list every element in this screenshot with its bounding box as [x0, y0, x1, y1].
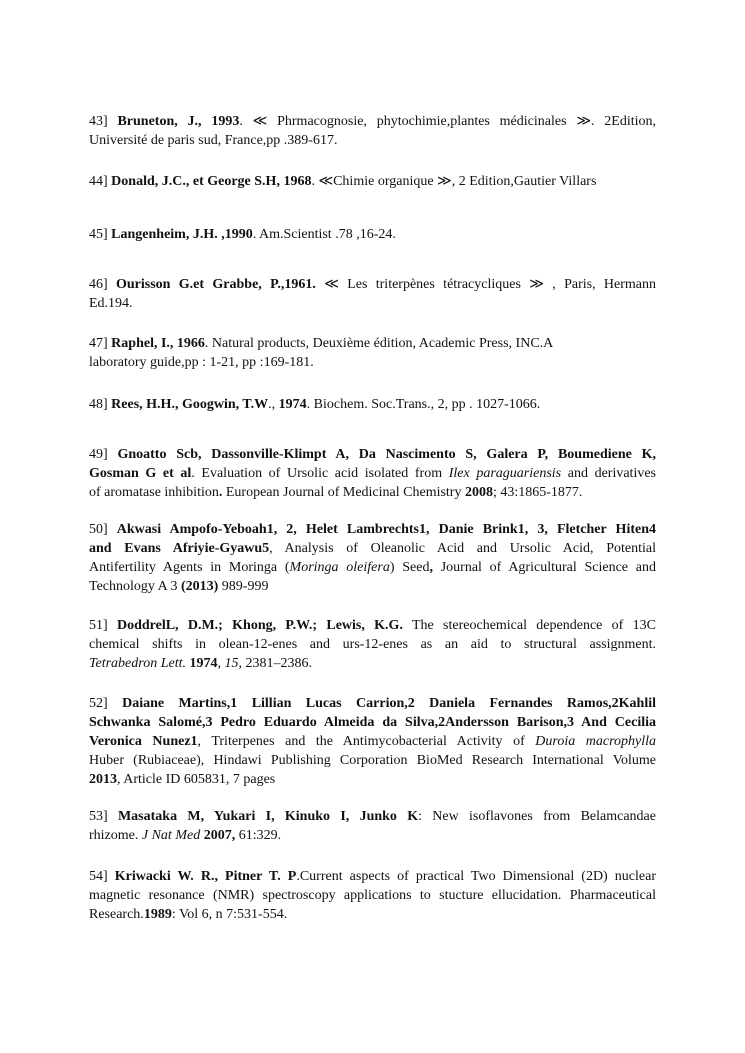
reference-46 — [89, 275, 656, 313]
reference-line — [89, 131, 656, 150]
reference-line — [89, 751, 656, 770]
reference-text: 53] — [89, 809, 118, 824]
reference-text: 43] — [89, 114, 118, 129]
reference-text: : Vol 6, n 7:531-554. — [171, 907, 288, 922]
reference-line — [89, 635, 656, 654]
bold-text: Gosman G et al — [89, 466, 192, 481]
reference-text: and derivatives — [561, 466, 656, 481]
bold-text: , — [429, 560, 433, 575]
reference-text: . Biochem. Soc.Trans., 2, pp . 1027-1066. — [306, 397, 541, 412]
reference-49 — [89, 445, 656, 502]
reference-48 — [89, 395, 656, 414]
italic-text: Ilex paraguariensis — [448, 466, 562, 481]
italic-text: Moringa oleifera — [289, 560, 390, 575]
reference-line — [89, 577, 656, 596]
reference-text: , Article ID 605831, 7 pages — [117, 772, 276, 787]
reference-line — [89, 445, 656, 464]
reference-text: 52] — [89, 696, 123, 711]
reference-line — [89, 732, 656, 751]
bold-text: (2013) — [180, 579, 219, 594]
reference-line — [89, 294, 656, 313]
reference-line — [89, 867, 656, 886]
reference-text: Antifertility Agents in Moringa ( — [89, 560, 290, 575]
reference-text: Ed.194. — [89, 296, 133, 311]
reference-text: . ≪ Phrmacognosie, phytochimie,plantes médicinales ≫. 2Edition, — [239, 114, 656, 129]
bold-text: Schwanka Salomé,3 Pedro Eduardo Almeida da Silva,2Andersson Barison,3 And Cecilia — [89, 715, 656, 730]
reference-54 — [89, 867, 656, 924]
reference-text: 48] — [89, 397, 112, 412]
reference-line — [89, 275, 656, 294]
bold-text: DoddrelL, D.M.; Khong, P.W.; Lewis, K.G. — [116, 618, 403, 633]
bold-text: 1974 — [278, 397, 307, 412]
bold-text: Bruneton, J., 1993 — [117, 114, 240, 129]
bold-text: Masataka M, Yukari I, Kinuko I, Junko K — [117, 809, 419, 824]
reference-text: Research. — [89, 907, 144, 922]
bold-text: . — [218, 485, 223, 500]
reference-line — [89, 886, 656, 905]
reference-text: ., — [268, 397, 279, 412]
bold-text: 1974 — [189, 656, 218, 671]
reference-text: . Evaluation of Ursolic acid isolated from — [191, 466, 449, 481]
reference-50 — [89, 520, 656, 596]
reference-line — [89, 654, 656, 673]
reference-text: , — [217, 656, 225, 671]
reference-text: ) Seed — [389, 560, 430, 575]
reference-43 — [89, 112, 656, 150]
italic-text: Duroia macrophylla — [535, 734, 657, 749]
bold-text: Akwasi Ampofo-Yeboah1, 2, Helet Lambrechts1, Danie Brink1, 3, Fletcher Hiten4 — [116, 522, 656, 537]
reference-line — [89, 694, 656, 713]
reference-text: 46] — [89, 277, 116, 292]
reference-line — [89, 464, 656, 483]
reference-text: , 2381–2386. — [238, 656, 312, 671]
reference-line — [89, 558, 656, 577]
reference-line — [89, 713, 656, 732]
reference-text: 54] — [89, 869, 115, 884]
bold-text: and Evans Afriyie-Gyawu5 — [89, 541, 270, 556]
reference-47 — [89, 334, 656, 372]
bold-text: Ourisson G.et Grabbe, P.,1961. — [116, 277, 316, 292]
reference-text: , Analysis of Oleanolic Acid and Ursolic Acid, Potential — [269, 541, 656, 556]
reference-text: 47] — [89, 336, 112, 351]
reference-line — [89, 807, 656, 826]
reference-line — [89, 334, 656, 353]
reference-line — [89, 395, 656, 414]
reference-text: magnetic resonance (NMR) spectroscopy applications to stucture ellucidation. Pharmaceutical — [89, 888, 656, 903]
reference-text: . Am.Scientist .78 ,16-24. — [252, 227, 396, 242]
reference-text: .Current aspects of practical Two Dimensional (2D) nuclear — [296, 869, 656, 884]
bold-text: Raphel, I., 1966 — [111, 336, 205, 351]
bold-text: Kriwacki W. R., Pitner T. P — [114, 869, 297, 884]
reference-text: The stereochemical dependence of 13C — [402, 618, 656, 633]
reference-line — [89, 826, 656, 845]
reference-line — [89, 353, 656, 372]
reference-text: 61:329. — [235, 828, 282, 843]
reference-52 — [89, 694, 656, 789]
reference-line — [89, 616, 656, 635]
reference-51 — [89, 616, 656, 673]
bold-text: Langenheim, J.H. ,1990 — [111, 227, 253, 242]
reference-text: laboratory guide,pp : 1-21, pp :169-181. — [89, 355, 314, 370]
reference-text: Huber (Rubiaceae), Hindawi Publishing Corporation BioMed Research International Volume — [89, 753, 656, 768]
reference-text: , Triterpenes and the Antimycobacterial Activity of — [197, 734, 536, 749]
reference-text: ; 43:1865-1877. — [492, 485, 583, 500]
reference-text: 44] — [89, 174, 112, 189]
reference-45 — [89, 225, 656, 244]
reference-text: . ≪Chimie organique ≫, 2 Edition,Gautier Villars — [311, 174, 597, 189]
reference-text: 51] — [89, 618, 117, 633]
reference-line — [89, 112, 656, 131]
reference-line — [89, 770, 656, 789]
bold-text: Gnoatto Scb, Dassonville-Klimpt A, Da Nascimento S, Galera P, Boumediene K, — [117, 447, 656, 462]
reference-text: Technology A 3 — [89, 579, 181, 594]
reference-text: . Natural products, Deuxième édition, Academic Press, INC.A — [204, 336, 554, 351]
bold-text: 2007, — [203, 828, 236, 843]
reference-text: chemical shifts in olean-12-enes and urs-12-enes as an aid to structural assignment. — [89, 637, 656, 652]
reference-text: 49] — [89, 447, 118, 462]
bold-text: 2008 — [464, 485, 493, 500]
bold-text: Donald, J.C., et George S.H, 1968 — [111, 174, 312, 189]
reference-line — [89, 225, 656, 244]
reference-text: 45] — [89, 227, 112, 242]
reference-text: European Journal of Medicinal Chemistry — [222, 485, 465, 500]
reference-line — [89, 520, 656, 539]
reference-text: rhizome. — [89, 828, 142, 843]
reference-text: : New isoflavones from Belamcandae — [418, 809, 656, 824]
bold-text: 2013 — [89, 772, 117, 787]
reference-44 — [89, 172, 656, 191]
reference-line — [89, 539, 656, 558]
reference-text: 50] — [89, 522, 117, 537]
reference-line — [89, 483, 656, 502]
bold-text: Rees, H.H., Googwin, T.W — [111, 397, 269, 412]
reference-text: 989-999 — [218, 579, 269, 594]
reference-line — [89, 905, 656, 924]
reference-text: Université de paris sud, France,pp .389-617. — [89, 133, 338, 148]
reference-text: ≪ Les triterpènes tétracycliques ≫ , Paris, Hermann — [315, 277, 656, 292]
reference-53 — [89, 807, 656, 845]
bold-text: Daiane Martins,1 Lillian Lucas Carrion,2 Daniela Fernandes Ramos,2Kahlil — [122, 696, 656, 711]
reference-text: Journal of Agricultural Science and — [432, 560, 656, 575]
reference-text: of aromatase inhibition — [89, 485, 219, 500]
reference-line — [89, 172, 656, 191]
italic-text: Tetrabedron Lett. — [89, 656, 186, 671]
italic-text: 15 — [224, 656, 239, 671]
bold-text: 1989 — [143, 907, 172, 922]
bold-text: Veronica Nunez1 — [89, 734, 198, 749]
italic-text: J Nat Med — [141, 828, 201, 843]
